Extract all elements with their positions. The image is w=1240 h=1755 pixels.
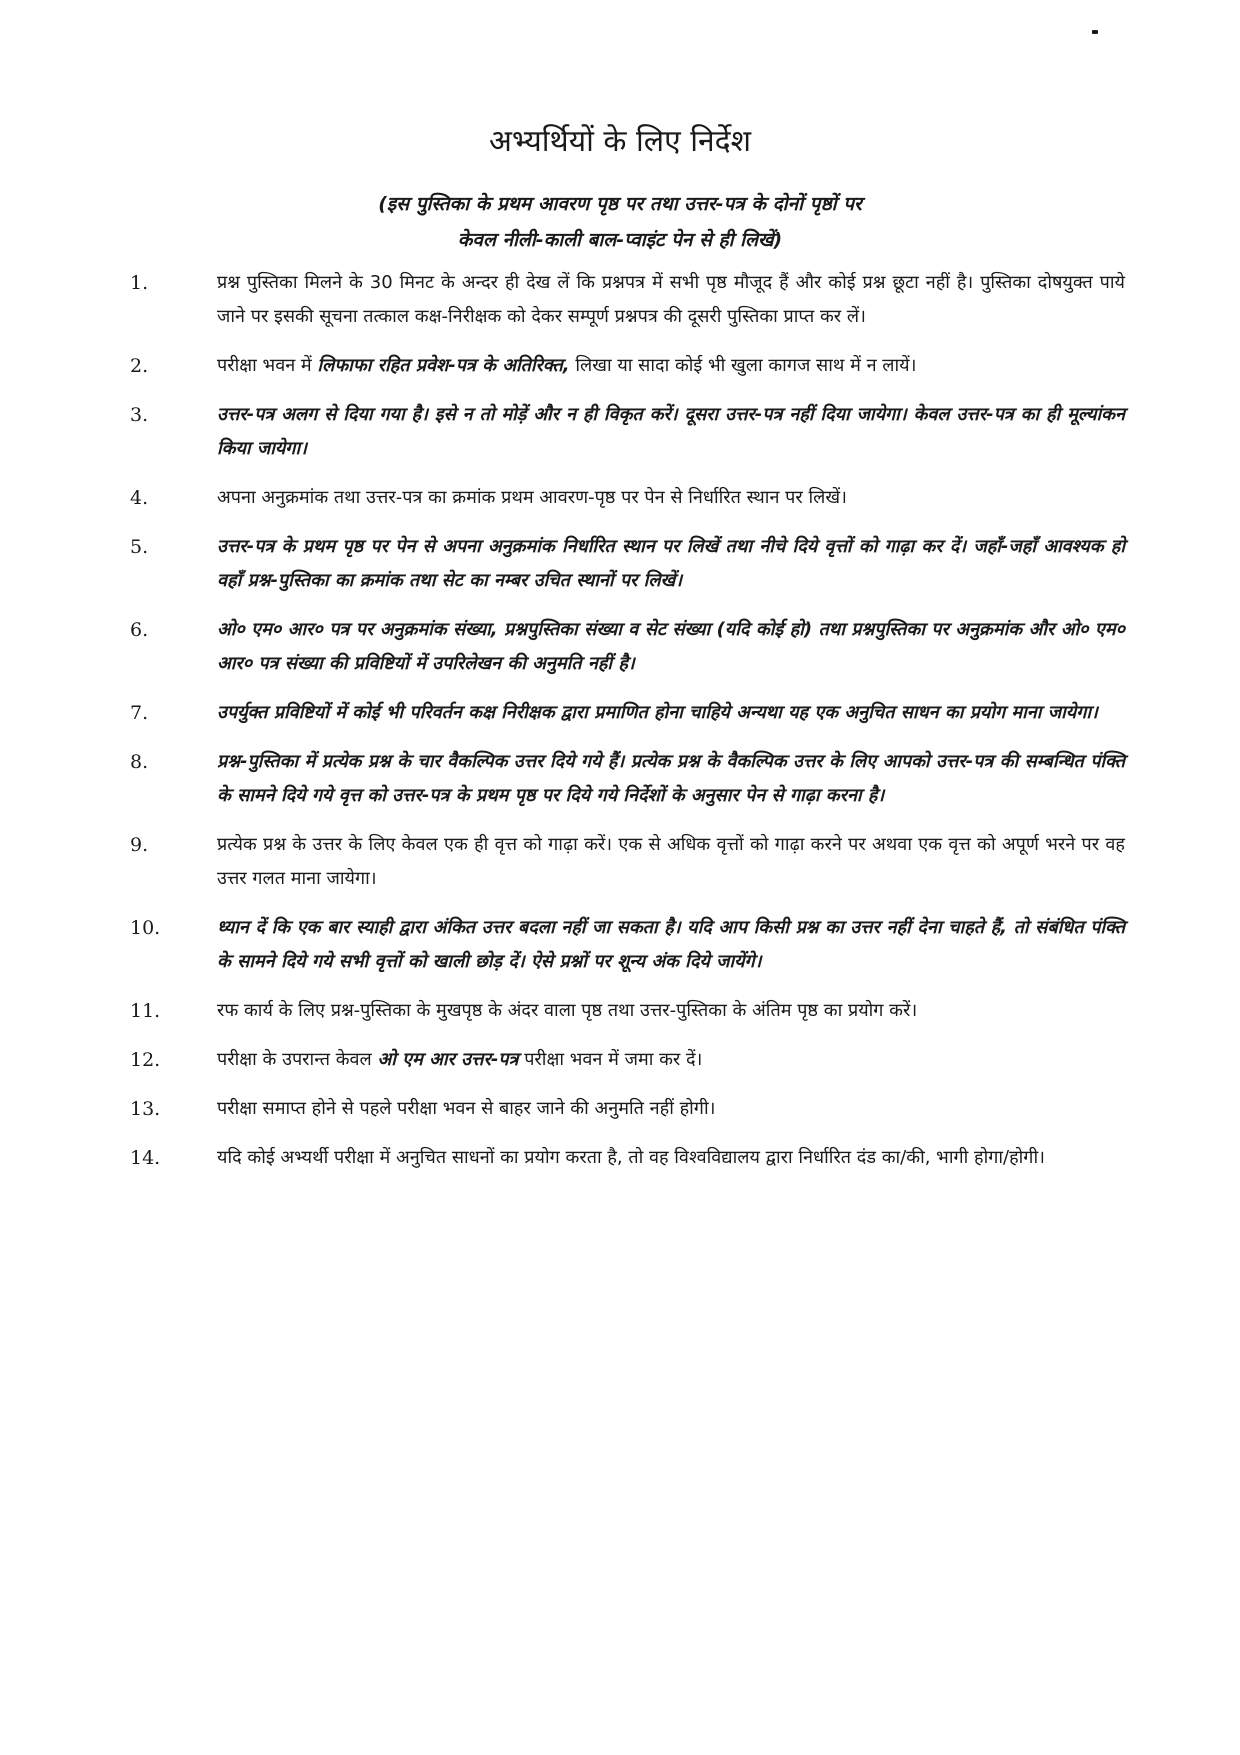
item-number: 5. [130, 536, 149, 558]
item-text: उत्तर-पत्र अलग से दिया गया है। इसे न तो मोड़ें और न ही विकृत करें। दूसरा उत्तर-पत्र नहीं दिया जायेगा। केवल उत्तर-पत्र का ही मूल्यांकन किया जायेगा। [217, 404, 1125, 459]
instruction-item-6 [130, 613, 1125, 681]
item-text: प्रत्येक प्रश्न के उत्तर के लिए केवल एक ही वृत्त को गाढ़ा करें। एक से अधिक वृत्तों को गाढ़ा करने पर अथवा एक वृत्त को अपूर्ण भरने पर वह उत्तर गलत माना जायेगा। [217, 834, 1125, 889]
instructions-list [130, 266, 1125, 1190]
item-text: प्रश्न-पुस्तिका में प्रत्येक प्रश्न के चार वैकल्पिक उत्तर दिये गये हैं। प्रत्येक प्रश्न के वैकल्पिक उत्तर के लिए आपको उत्तर-पत्र की सम्बन्धित पंक्ति के सामने दिये गये वृत्त को उत्तर-पत्र के प्रथम पृष्ठ पर दिये गये निर्देशों के अनुसार पेन से गाढ़ा करना है। [217, 751, 1125, 806]
item-text-emphasis: ओ एम आर उत्तर-पत्र [377, 1049, 519, 1070]
item-text: ओ० एम० आर० पत्र पर अनुक्रमांक संख्या, प्रश्नपुस्तिका संख्या व सेट संख्या (यदि कोई हो) तथा प्रश्नपुस्तिका पर अनुक्रमांक और ओ० एम० आर० पत्र संख्या की प्रविष्टियों में उपरिलेखन की अनुमति नहीं है। [217, 619, 1125, 674]
item-number: 11. [130, 1000, 161, 1022]
item-text: उपर्युक्त प्रविष्टियों में कोई भी परिवर्तन कक्ष निरीक्षक द्वारा प्रमाणित होना चाहिये अन्यथा यह एक अनुचित साधन का प्रयोग माना जायेगा। [217, 702, 1098, 723]
scan-mark [1092, 30, 1098, 34]
item-number: 7. [130, 702, 149, 724]
item-number: 13. [130, 1098, 161, 1120]
item-number: 10. [130, 917, 161, 939]
item-text: रफ कार्य के लिए प्रश्न-पुस्तिका के मुखपृष्ठ के अंदर वाला पृष्ठ तथा उत्तर-पुस्तिका के अंतिम पृष्ठ का प्रयोग करें। [217, 1000, 918, 1021]
instruction-item-5 [130, 530, 1125, 598]
item-text-before: परीक्षा के उपरान्त केवल [217, 1049, 378, 1070]
item-text: यदि कोई अभ्यर्थी परीक्षा में अनुचित साधनों का प्रयोग करता है, तो वह विश्वविद्यालय द्वारा निर्धारित दंड का/की, भागी होगा/होगी। [217, 1147, 1045, 1168]
subtitle-line-1: (इस पुस्तिका के प्रथम आवरण पृष्ठ पर तथा उत्तर-पत्र के दोनों पृष्ठों पर [378, 193, 862, 215]
item-text-before: परीक्षा भवन में [217, 355, 318, 376]
item-text: ध्यान दें कि एक बार स्याही द्वारा अंकित उत्तर बदला नहीं जा सकता है। यदि आप किसी प्रश्न का उत्तर नहीं देना चाहते हैं, तो संबंधित पंक्ति के सामने दिये गये सभी वृत्तों को खाली छोड़ दें। ऐसे प्रश्नों पर शून्य अंक दिये जायेंगे। [217, 917, 1125, 972]
item-number: 4. [130, 487, 149, 509]
instruction-item-13 [130, 1092, 1125, 1126]
item-number: 8. [130, 751, 149, 773]
item-number: 14. [130, 1147, 161, 1169]
item-text: प्रश्न पुस्तिका मिलने के 30 मिनट के अन्दर ही देख लें कि प्रश्नपत्र में सभी पृष्ठ मौजूद हैं और कोई प्रश्न छूटा नहीं है। पुस्तिका दोषयुक्त पाये जाने पर इसकी सूचना तत्काल कक्ष-निरीक्षक को देकर सम्पूर्ण प्रश्नपत्र की दूसरी पुस्तिका प्राप्त कर लें। [217, 272, 1125, 327]
instruction-item-14 [130, 1141, 1125, 1175]
item-text-after: परीक्षा भवन में जमा कर दें। [518, 1049, 703, 1070]
item-text: परीक्षा समाप्त होने से पहले परीक्षा भवन से बाहर जाने की अनुमति नहीं होगी। [217, 1098, 716, 1119]
page-subtitle [0, 186, 1240, 258]
item-number: 9. [130, 834, 149, 856]
subtitle-line-2: केवल नीली-काली बाल-प्वाइंट पेन से ही लिखें) [457, 229, 783, 251]
item-number: 6. [130, 619, 149, 641]
instruction-item-3 [130, 398, 1125, 466]
page-title: अभ्यर्थियों के लिए निर्देश [488, 124, 751, 159]
instruction-item-1 [130, 266, 1125, 334]
instruction-item-10 [130, 911, 1125, 979]
instruction-item-7 [130, 696, 1125, 730]
instruction-item-2 [130, 349, 1125, 383]
item-text [217, 1043, 1125, 1077]
instruction-item-8 [130, 745, 1125, 813]
item-text [217, 349, 1125, 383]
item-text: अपना अनुक्रमांक तथा उत्तर-पत्र का क्रमांक प्रथम आवरण-पृष्ठ पर पेन से निर्धारित स्थान पर लिखें। [217, 487, 847, 508]
item-number: 1. [130, 272, 149, 294]
instruction-item-9 [130, 828, 1125, 896]
instruction-item-11 [130, 994, 1125, 1028]
item-text-after: लिखा या सादा कोई भी खुला कागज साथ में न लायें। [569, 355, 917, 376]
instruction-item-12 [130, 1043, 1125, 1077]
item-number: 3. [130, 404, 149, 426]
item-text: उत्तर-पत्र के प्रथम पृष्ठ पर पेन से अपना अनुक्रमांक निर्धारित स्थान पर लिखें तथा नीचे दिये वृत्तों को गाढ़ा कर दें। जहाँ-जहाँ आवश्यक हो वहाँ प्रश्न-पुस्तिका का क्रमांक तथा सेट का नम्बर उचित स्थानों पर लिखें। [217, 536, 1125, 591]
item-text-emphasis: लिफाफा रहित प्रवेश-पत्र के अतिरिक्त, [317, 355, 570, 376]
item-number: 2. [130, 355, 149, 377]
instruction-item-4 [130, 481, 1125, 515]
item-number: 12. [130, 1049, 161, 1071]
